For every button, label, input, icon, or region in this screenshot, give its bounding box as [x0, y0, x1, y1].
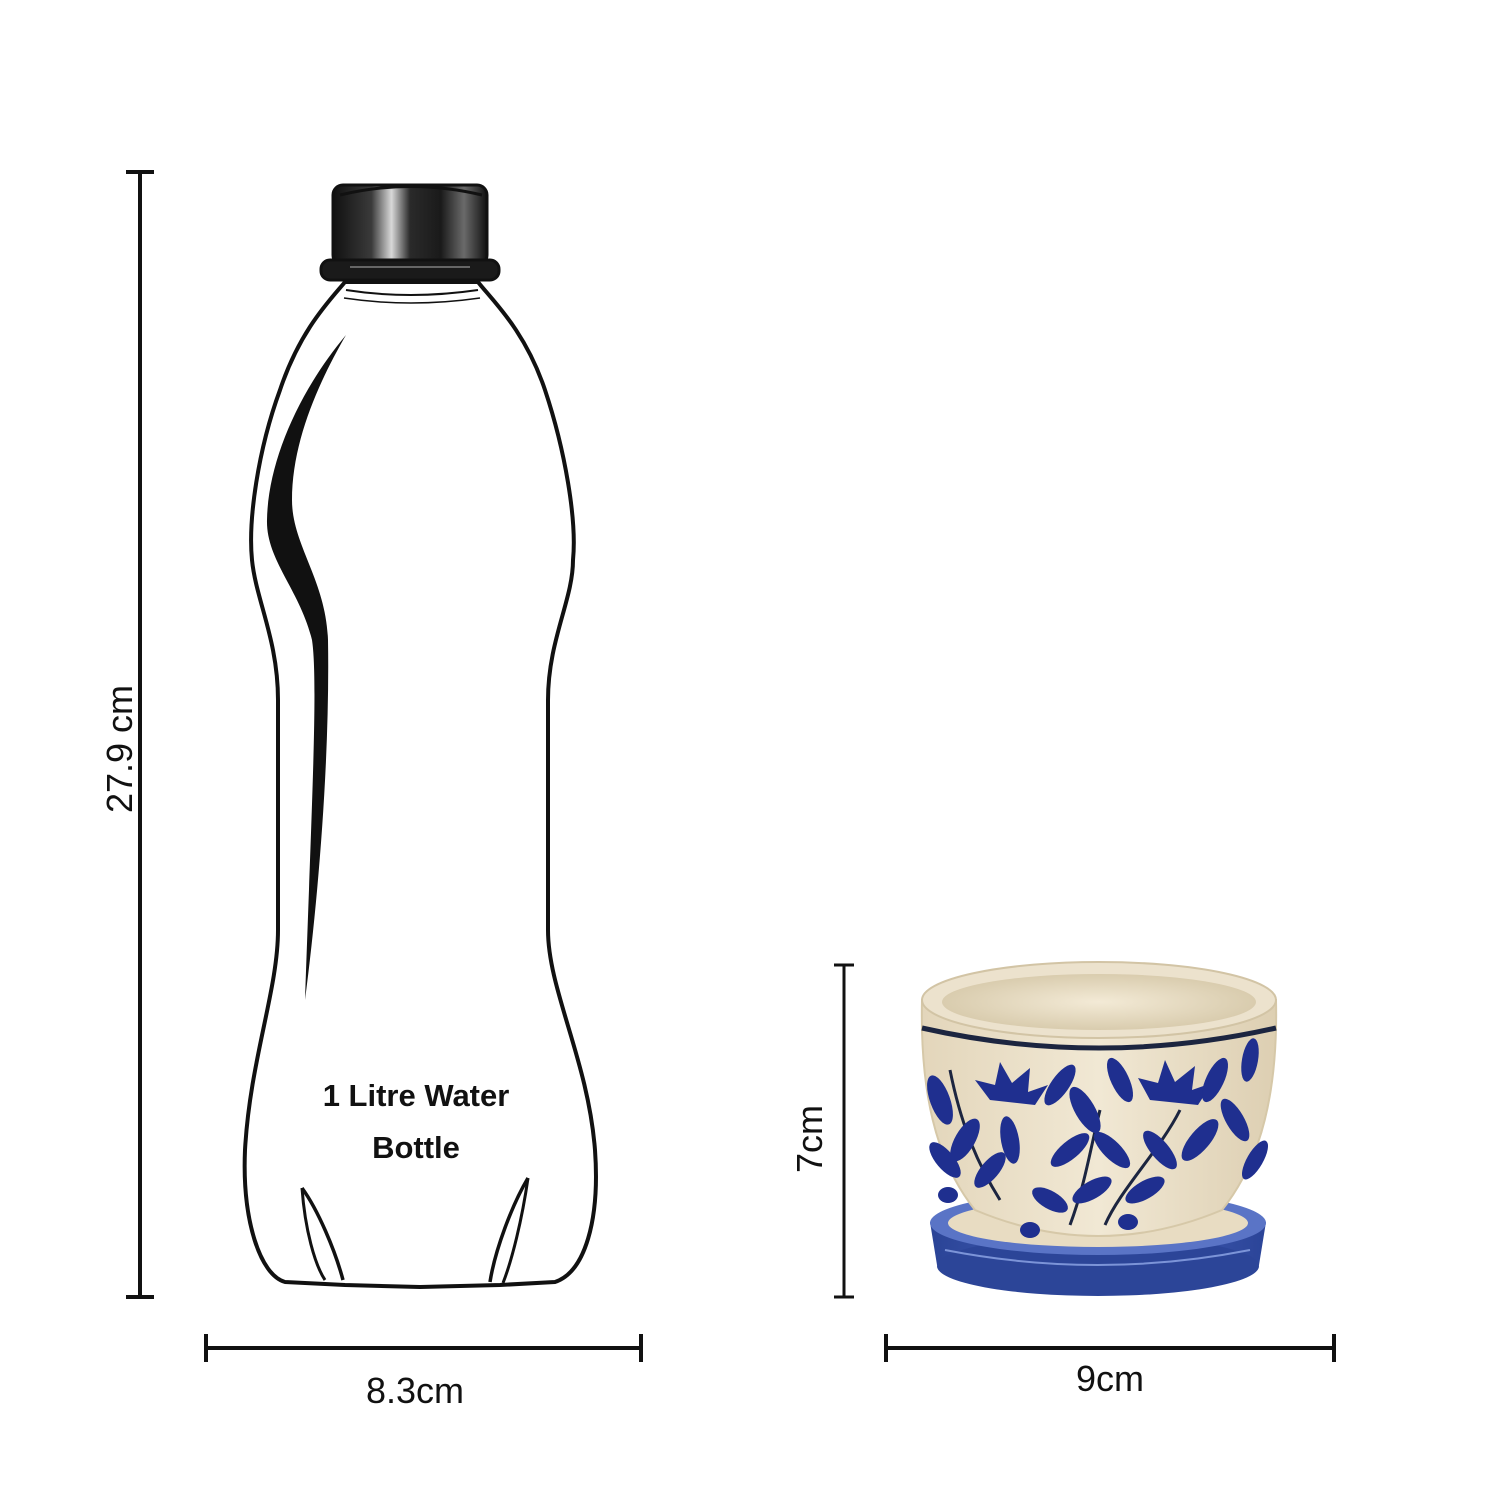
bottle-caption: [280, 1070, 552, 1174]
bottle-cap: [321, 185, 499, 280]
bottle-caption-line2: Bottle: [372, 1130, 460, 1165]
ceramic-planter: [922, 962, 1276, 1296]
bottle-caption-line1: 1 Litre Water: [322, 1078, 510, 1113]
planter-width-label: 9cm: [1075, 1358, 1144, 1399]
bottle-width-dimension-line: [206, 1334, 641, 1362]
bottle-width-label: 8.3cm: [365, 1370, 465, 1411]
planter-height-dimension-line: [834, 965, 854, 1297]
planter-height-label: 7cm: [789, 1105, 830, 1174]
bottle-height-label: 27.9 cm: [99, 684, 140, 814]
